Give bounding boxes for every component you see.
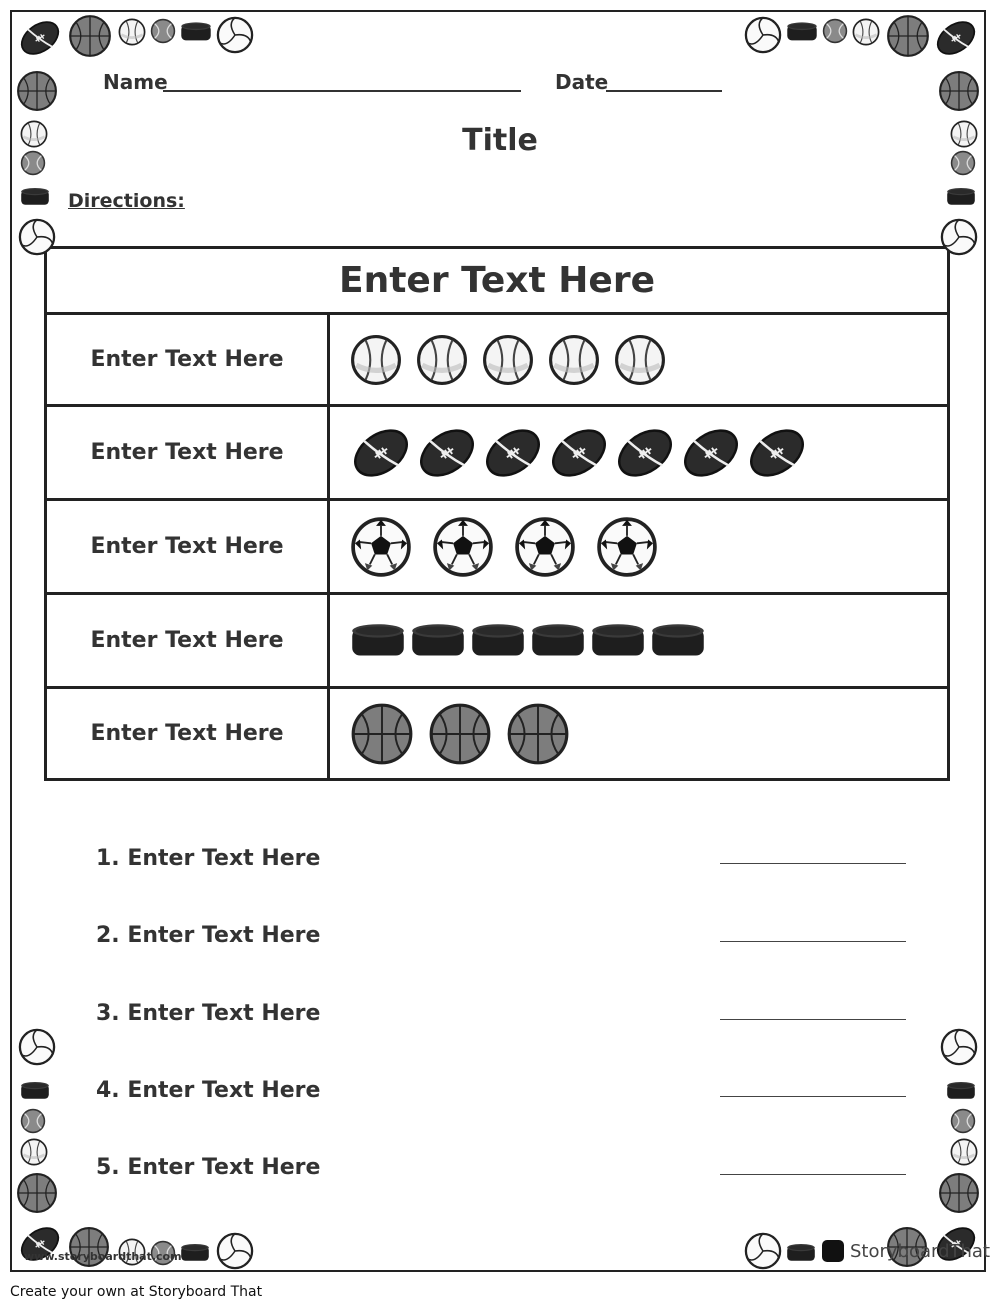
hockey-puck-icon (350, 613, 406, 669)
football-icon (482, 422, 544, 484)
hockey-puck-icon (650, 613, 706, 669)
soccer-ball-icon (432, 516, 494, 578)
row-icons (350, 501, 678, 592)
hockey-puck-icon (786, 16, 818, 48)
volleyball-icon (940, 1028, 978, 1066)
table-row (47, 501, 947, 592)
table-row (47, 315, 947, 404)
tennis-ball-icon (950, 1108, 976, 1134)
question-2: 2. Enter Text Here (96, 923, 321, 948)
hockey-puck-icon (410, 613, 466, 669)
football-icon (680, 422, 742, 484)
answer-line-5[interactable] (720, 1174, 906, 1175)
tennis-ball-icon (20, 150, 46, 176)
hockey-puck-icon (180, 16, 212, 48)
volleyball-icon (18, 218, 56, 256)
volleyball-icon (940, 218, 978, 256)
table-header: Enter Text Here (47, 249, 947, 315)
row-icons (350, 689, 584, 778)
hockey-puck-icon (590, 613, 646, 669)
column-divider (327, 689, 330, 778)
page-title: Title (462, 123, 538, 158)
answer-line-1[interactable] (720, 863, 906, 864)
table-row (47, 595, 947, 686)
football-icon (548, 422, 610, 484)
volleyball-icon (744, 16, 782, 54)
baseball-icon (614, 334, 666, 386)
baseball-icon (416, 334, 468, 386)
answer-line-4[interactable] (720, 1096, 906, 1097)
storyboard-logo-icon (822, 1240, 844, 1262)
baseball-icon (350, 334, 402, 386)
soccer-ball-icon (350, 516, 412, 578)
football-icon (614, 422, 676, 484)
pictograph-table (44, 246, 950, 781)
hockey-puck-icon (946, 182, 976, 212)
baseball-icon (20, 120, 48, 148)
baseball-icon (950, 1138, 978, 1166)
football-icon (746, 422, 808, 484)
directions-label: Directions: (68, 190, 185, 212)
answer-line-2[interactable] (720, 941, 906, 942)
baseball-icon (482, 334, 534, 386)
soccer-ball-icon (596, 516, 658, 578)
volleyball-icon (216, 1232, 254, 1270)
hockey-puck-icon (786, 1238, 816, 1268)
football-icon (350, 422, 412, 484)
basketball-icon (938, 70, 980, 112)
basketball-icon (428, 702, 492, 766)
tennis-ball-icon (950, 150, 976, 176)
hockey-puck-icon (470, 613, 526, 669)
table-row (47, 689, 947, 778)
row-icons (350, 407, 812, 498)
watermark-right (822, 1240, 990, 1262)
volleyball-icon (744, 1232, 782, 1270)
hockey-puck-icon (946, 1076, 976, 1106)
tennis-ball-icon (150, 18, 176, 44)
baseball-icon (852, 18, 880, 46)
basketball-icon (938, 1172, 980, 1214)
row-label: Enter Text Here (90, 534, 284, 559)
footer-text: Create your own at Storyboard That (10, 1284, 263, 1300)
column-divider (327, 315, 330, 404)
date-field[interactable] (606, 90, 722, 92)
column-divider (327, 407, 330, 498)
row-label: Enter Text Here (90, 721, 284, 746)
football-icon (416, 422, 478, 484)
hockey-puck-icon (20, 1076, 50, 1106)
baseball-icon (20, 1138, 48, 1166)
baseball-icon (548, 334, 600, 386)
volleyball-icon (18, 1028, 56, 1066)
baseball-icon (950, 120, 978, 148)
row-label: Enter Text Here (90, 347, 284, 372)
watermark-right-text: StoryboardThat (850, 1240, 991, 1262)
watermark-left: www.storyboardthat.com (24, 1250, 182, 1263)
tennis-ball-icon (20, 1108, 46, 1134)
row-label: Enter Text Here (90, 440, 284, 465)
row-label: Enter Text Here (90, 628, 284, 653)
name-field[interactable] (163, 90, 521, 92)
date-label: Date (555, 70, 609, 94)
basketball-icon (16, 1172, 58, 1214)
name-label: Name (103, 70, 168, 94)
question-4: 4. Enter Text Here (96, 1078, 321, 1103)
football-icon (934, 16, 978, 60)
basketball-icon (506, 702, 570, 766)
column-divider (327, 501, 330, 592)
basketball-icon (68, 14, 112, 58)
tennis-ball-icon (822, 18, 848, 44)
answer-line-3[interactable] (720, 1019, 906, 1020)
row-icons (350, 315, 680, 404)
basketball-icon (886, 14, 930, 58)
column-divider (327, 595, 330, 686)
table-row (47, 407, 947, 498)
basketball-icon (16, 70, 58, 112)
football-icon (18, 16, 62, 60)
baseball-icon (118, 18, 146, 46)
soccer-ball-icon (514, 516, 576, 578)
question-3: 3. Enter Text Here (96, 1001, 321, 1026)
question-1: 1. Enter Text Here (96, 846, 321, 871)
question-5: 5. Enter Text Here (96, 1155, 321, 1180)
basketball-icon (350, 702, 414, 766)
hockey-puck-icon (20, 182, 50, 212)
hockey-puck-icon (180, 1238, 210, 1268)
volleyball-icon (216, 16, 254, 54)
row-icons (350, 595, 710, 686)
hockey-puck-icon (530, 613, 586, 669)
